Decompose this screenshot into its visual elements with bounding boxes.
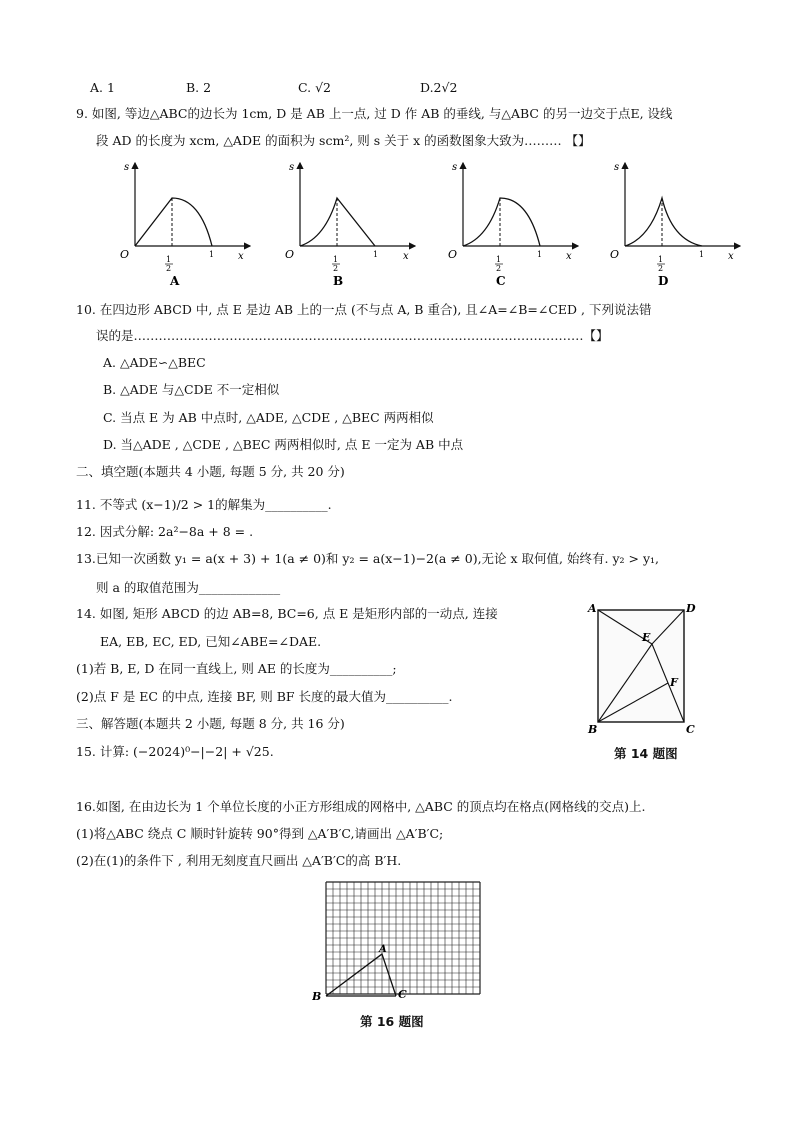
- q9-d-half-den: 2: [658, 264, 664, 273]
- q16-point-a: A: [379, 944, 387, 955]
- q16-line-1: 16.如图, 在由边长为 1 个单位长度的小正方形组成的网格中, △ABC 的顶点均在格点(网格线的交点)上.: [76, 799, 646, 814]
- q9-a-origin: O: [120, 248, 130, 261]
- q9-graph-b: [285, 162, 415, 288]
- q9-d-one: 1: [699, 250, 705, 259]
- q16-grid: [326, 882, 480, 994]
- q9-graph-a: [120, 162, 250, 288]
- q9-b-x-label: x: [403, 251, 409, 262]
- q10-line-1: 10. 在四边形 ABCD 中, 点 E 是边 AB 上的一点 (不与点 A, B 重合), 且∠A=∠B=∠CED , 下列说法错: [76, 302, 652, 317]
- q14-point-b: B: [588, 723, 598, 736]
- q16-line-2: (1)将△ABC 绕点 C 顺时针旋转 90°得到 △A′B′C,请画出 △A′B′C;: [76, 826, 444, 841]
- q16-point-c: C: [398, 988, 407, 1001]
- q10-option-b: B. △ADE 与△CDE 不一定相似: [103, 382, 280, 397]
- q9-b-half: 1: [333, 255, 339, 264]
- q10-line-2: 误的是………………………………………………………………………………………………【】: [96, 328, 609, 343]
- section-2-heading: 二、填空题(本题共 4 小题, 每题 5 分, 共 20 分): [76, 464, 345, 479]
- q9-b-s-label: s: [289, 162, 295, 173]
- q13-line-1: 13.已知一次函数 y₁ = a(x + 3) + 1(a ≠ 0)和 y₂ = a(x−1)−2(a ≠ 0),无论 x 取何值, 始终有. y₂ > y₁,: [76, 551, 659, 566]
- q14-sub-1: (1)若 B, E, D 在同一直线上, 则 AE 的长度为__________;: [76, 661, 397, 676]
- q10-option-a: A. △ADE∽△BEC: [103, 355, 206, 370]
- q10-option-c: C. 当点 E 为 AB 中点时, △ADE, △CDE , △BEC 两两相似: [103, 410, 434, 425]
- q9-b-one: 1: [373, 250, 379, 259]
- q14-caption: 第 14 题图: [614, 746, 678, 761]
- q9-a-half: 1: [166, 255, 172, 264]
- q14-point-a: A: [588, 602, 597, 615]
- q14-point-c: C: [686, 723, 695, 736]
- q14-line-1: 14. 如图, 矩形 ABCD 的边 AB=8, BC=6, 点 E 是矩形内部的一动点, 连接: [76, 606, 498, 621]
- q9-d-x-label: x: [728, 251, 734, 262]
- q9-b-caption: B: [333, 274, 344, 288]
- q9-graph-d: [610, 162, 740, 288]
- section-3-heading: 三、解答题(本题共 2 小题, 每题 8 分, 共 16 分): [76, 716, 345, 731]
- q14-figure: [586, 598, 698, 736]
- q9-graph-c: [448, 162, 578, 288]
- q16-grid-figure: [312, 876, 484, 1006]
- q9-a-s-label: s: [124, 162, 130, 173]
- q9-c-half-den: 2: [496, 264, 502, 273]
- q14-point-e: E: [642, 631, 651, 644]
- q9-c-half: 1: [496, 255, 502, 264]
- q14-point-d: D: [686, 602, 696, 615]
- q9-a-one: 1: [209, 250, 215, 259]
- q10-option-d: D. 当△ADE , △CDE , △BEC 两两相似时, 点 E 一定为 AB 中点: [103, 437, 464, 452]
- q9-line-2: 段 AD 的长度为 xcm, △ADE 的面积为 scm², 则 s 关于 x 的函数图象大致为……… 【】: [96, 133, 591, 148]
- q9-d-caption: D: [658, 274, 669, 288]
- q11-text: 11. 不等式 (x−1)/2 > 1的解集为__________.: [76, 497, 332, 512]
- q9-c-caption: C: [496, 274, 506, 288]
- q13-line-2: 则 a 的取值范围为_____________: [96, 580, 281, 595]
- q9-b-half-den: 2: [333, 264, 339, 273]
- q9-c-x-label: x: [566, 251, 572, 262]
- q8-option-a: A. 1: [90, 80, 115, 95]
- q9-b-origin: O: [285, 248, 295, 261]
- q9-c-s-label: s: [452, 162, 458, 173]
- q9-d-s-label: s: [614, 162, 620, 173]
- q16-caption: 第 16 题图: [360, 1014, 424, 1029]
- q9-line-1: 9. 如图, 等边△ABC的边长为 1cm, D 是 AB 上一点, 过 D 作 AB 的垂线, 与△ABC 的另一边交于点E, 设线: [76, 106, 673, 121]
- q9-a-half-den: 2: [166, 264, 172, 273]
- q9-c-one: 1: [537, 250, 543, 259]
- q14-point-f: F: [670, 676, 678, 689]
- q9-c-origin: O: [448, 248, 458, 261]
- q8-option-b: B. 2: [186, 80, 212, 95]
- q9-a-caption: A: [170, 274, 180, 288]
- q14-line-2: EA, EB, EC, ED, 已知∠ABE=∠DAE.: [100, 634, 322, 649]
- q9-a-x-label: x: [238, 251, 244, 262]
- q8-option-c: C. √2: [298, 80, 331, 95]
- q9-d-half: 1: [658, 255, 664, 264]
- q9-d-origin: O: [610, 248, 620, 261]
- q8-option-d: D.2√2: [420, 80, 458, 95]
- q16-point-b: B: [312, 990, 322, 1003]
- q14-sub-2: (2)点 F 是 EC 的中点, 连接 BF, 则 BF 长度的最大值为__________.: [76, 689, 453, 704]
- q16-line-3: (2)在(1)的条件下 , 利用无刻度直尺画出 △A′B′C的高 B′H.: [76, 853, 402, 868]
- q9-graphs-figure: [110, 158, 750, 288]
- q12-text: 12. 因式分解: 2a²−8a + 8 = .: [76, 524, 254, 539]
- q15-text: 15. 计算: (−2024)⁰−|−2| + √25.: [76, 744, 274, 759]
